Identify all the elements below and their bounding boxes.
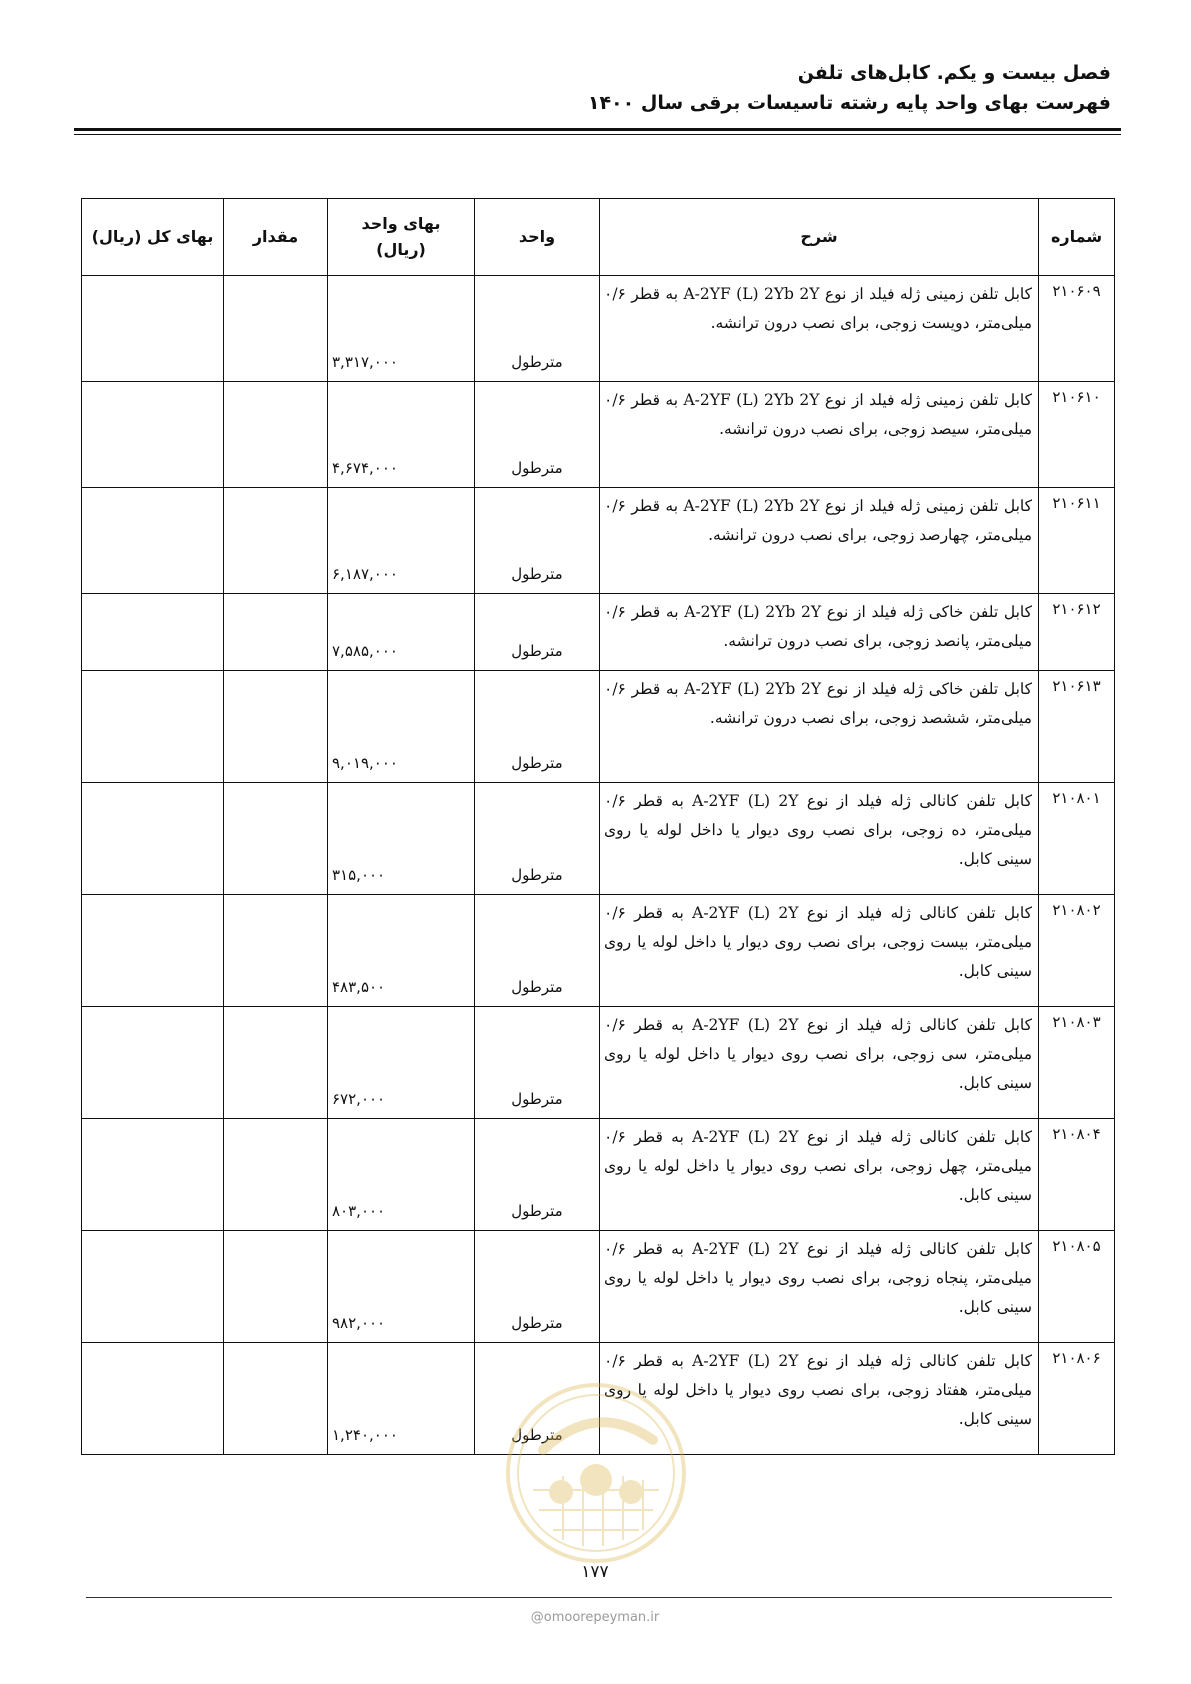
table-row <box>82 382 1115 488</box>
row-unit: مترطول <box>475 1343 600 1455</box>
row-quantity <box>224 382 328 488</box>
row-code: ۲۱۰۶۱۲ <box>1039 594 1115 671</box>
row-code: ۲۱۰۸۰۳ <box>1039 1007 1115 1119</box>
table-row <box>82 783 1115 895</box>
row-code: ۲۱۰۶۱۰ <box>1039 382 1115 488</box>
chapter-title: فصل بیست و یکم. کابل‌های تلفن <box>797 62 1111 84</box>
table-header-row <box>82 199 1115 276</box>
row-quantity <box>224 276 328 382</box>
row-unit-price: ۳۱۵,۰۰۰ <box>328 783 475 895</box>
row-total <box>82 1007 224 1119</box>
col-header-code: شماره <box>1039 199 1115 276</box>
row-description: کابل تلفن خاکی ژله فیلد از نوع A-2YF (L) 2Yb 2Y به قطر ۰/۶ میلی‌متر، پانصد زوجی، برای نصب درون ترانشه. <box>600 594 1039 671</box>
row-quantity <box>224 1231 328 1343</box>
row-description: کابل تلفن زمینی ژله فیلد از نوع A-2YF (L) 2Yb 2Y به قطر ۰/۶ میلی‌متر، دویست زوجی، برای نصب درون ترانشه. <box>600 276 1039 382</box>
table-row <box>82 895 1115 1007</box>
row-total <box>82 895 224 1007</box>
row-code: ۲۱۰۶۱۳ <box>1039 671 1115 783</box>
row-code: ۲۱۰۸۰۱ <box>1039 783 1115 895</box>
footer-website: @omoorepeyman.ir <box>530 1610 660 1625</box>
row-code: ۲۱۰۶۱۱ <box>1039 488 1115 594</box>
price-list-title: فهرست بهای واحد پایه رشته تاسیسات برقی سال ۱۴۰۰ <box>587 92 1111 114</box>
table-row <box>82 1119 1115 1231</box>
col-header-unit-price <box>328 199 475 276</box>
row-description: کابل تلفن کانالی ژله فیلد از نوع A-2YF (L) 2Y به قطر ۰/۶ میلی‌متر، هفتاد زوجی، برای نصب روی دیوار یا داخل لوله یا روی سینی کابل. <box>600 1343 1039 1455</box>
row-unit: مترطول <box>475 382 600 488</box>
row-unit: مترطول <box>475 1119 600 1231</box>
col-header-unit: واحد <box>475 199 600 276</box>
row-total <box>82 783 224 895</box>
row-unit: مترطول <box>475 783 600 895</box>
row-quantity <box>224 783 328 895</box>
row-unit: مترطول <box>475 1007 600 1119</box>
row-total <box>82 1119 224 1231</box>
row-description: کابل تلفن کانالی ژله فیلد از نوع A-2YF (L) 2Y به قطر ۰/۶ میلی‌متر، سی زوجی، برای نصب روی دیوار یا داخل لوله یا روی سینی کابل. <box>600 1007 1039 1119</box>
row-description: کابل تلفن زمینی ژله فیلد از نوع A-2YF (L) 2Yb 2Y به قطر ۰/۶ میلی‌متر، سیصد زوجی، برای نصب درون ترانشه. <box>600 382 1039 488</box>
row-description: کابل تلفن زمینی ژله فیلد از نوع A-2YF (L) 2Yb 2Y به قطر ۰/۶ میلی‌متر، چهارصد زوجی، برای نصب درون ترانشه. <box>600 488 1039 594</box>
row-unit-price: ۱,۲۴۰,۰۰۰ <box>328 1343 475 1455</box>
row-total <box>82 276 224 382</box>
table-row <box>82 276 1115 382</box>
row-total <box>82 1231 224 1343</box>
header-rule-thick <box>74 128 1121 131</box>
table-row <box>82 1007 1115 1119</box>
row-description: کابل تلفن کانالی ژله فیلد از نوع A-2YF (L) 2Y به قطر ۰/۶ میلی‌متر، چهل زوجی، برای نصب روی دیوار یا داخل لوله یا روی سینی کابل. <box>600 1119 1039 1231</box>
row-description: کابل تلفن خاکی ژله فیلد از نوع A-2YF (L) 2Yb 2Y به قطر ۰/۶ میلی‌متر، ششصد زوجی، برای نصب درون ترانشه. <box>600 671 1039 783</box>
row-total <box>82 671 224 783</box>
footer-rule <box>86 1597 1112 1598</box>
row-total <box>82 594 224 671</box>
row-unit: مترطول <box>475 671 600 783</box>
col-header-description: شرح <box>600 199 1039 276</box>
row-unit-price: ۴,۶۷۴,۰۰۰ <box>328 382 475 488</box>
row-unit-price: ۶,۱۸۷,۰۰۰ <box>328 488 475 594</box>
table-row <box>82 1231 1115 1343</box>
table-row <box>82 671 1115 783</box>
row-code: ۲۱۰۸۰۵ <box>1039 1231 1115 1343</box>
row-unit: مترطول <box>475 276 600 382</box>
row-description: کابل تلفن کانالی ژله فیلد از نوع A-2YF (L) 2Y به قطر ۰/۶ میلی‌متر، ده زوجی، برای نصب روی دیوار یا داخل لوله یا روی سینی کابل. <box>600 783 1039 895</box>
row-unit-price: ۹۸۲,۰۰۰ <box>328 1231 475 1343</box>
row-code: ۲۱۰۸۰۲ <box>1039 895 1115 1007</box>
row-quantity <box>224 1007 328 1119</box>
row-code: ۲۱۰۶۰۹ <box>1039 276 1115 382</box>
row-description: کابل تلفن کانالی ژله فیلد از نوع A-2YF (L) 2Y به قطر ۰/۶ میلی‌متر، پنجاه زوجی، برای نصب روی دیوار یا داخل لوله یا روی سینی کابل. <box>600 1231 1039 1343</box>
row-unit: مترطول <box>475 895 600 1007</box>
row-quantity <box>224 594 328 671</box>
price-table <box>81 198 1115 1455</box>
row-unit: مترطول <box>475 594 600 671</box>
row-description: کابل تلفن کانالی ژله فیلد از نوع A-2YF (L) 2Y به قطر ۰/۶ میلی‌متر، بیست زوجی، برای نصب روی دیوار یا داخل لوله یا روی سینی کابل. <box>600 895 1039 1007</box>
row-quantity <box>224 1119 328 1231</box>
row-unit-price: ۳,۳۱۷,۰۰۰ <box>328 276 475 382</box>
row-unit: مترطول <box>475 488 600 594</box>
table-row <box>82 488 1115 594</box>
table-row <box>82 594 1115 671</box>
col-header-quantity: مقدار <box>224 199 328 276</box>
col-header-total: بهای کل (ریال) <box>82 199 224 276</box>
row-total <box>82 382 224 488</box>
row-unit-price: ۸۰۳,۰۰۰ <box>328 1119 475 1231</box>
row-unit-price: ۴۸۳,۵۰۰ <box>328 895 475 1007</box>
header-rule-thin <box>74 134 1121 135</box>
col-header-unit-price-line2: (ریال) <box>376 240 426 259</box>
row-quantity <box>224 671 328 783</box>
row-total <box>82 488 224 594</box>
omoorepeyman-logo-watermark <box>503 1380 689 1566</box>
row-unit: مترطول <box>475 1231 600 1343</box>
row-unit-price: ۹,۰۱۹,۰۰۰ <box>328 671 475 783</box>
page-header <box>71 58 1111 118</box>
row-unit-price: ۶۷۲,۰۰۰ <box>328 1007 475 1119</box>
row-total <box>82 1343 224 1455</box>
row-code: ۲۱۰۸۰۶ <box>1039 1343 1115 1455</box>
row-code: ۲۱۰۸۰۴ <box>1039 1119 1115 1231</box>
row-quantity <box>224 895 328 1007</box>
row-quantity <box>224 488 328 594</box>
row-quantity <box>224 1343 328 1455</box>
page-number: ۱۷۷ <box>581 1562 609 1582</box>
row-unit-price: ۷,۵۸۵,۰۰۰ <box>328 594 475 671</box>
col-header-unit-price-line1: بهای واحد <box>361 214 441 233</box>
